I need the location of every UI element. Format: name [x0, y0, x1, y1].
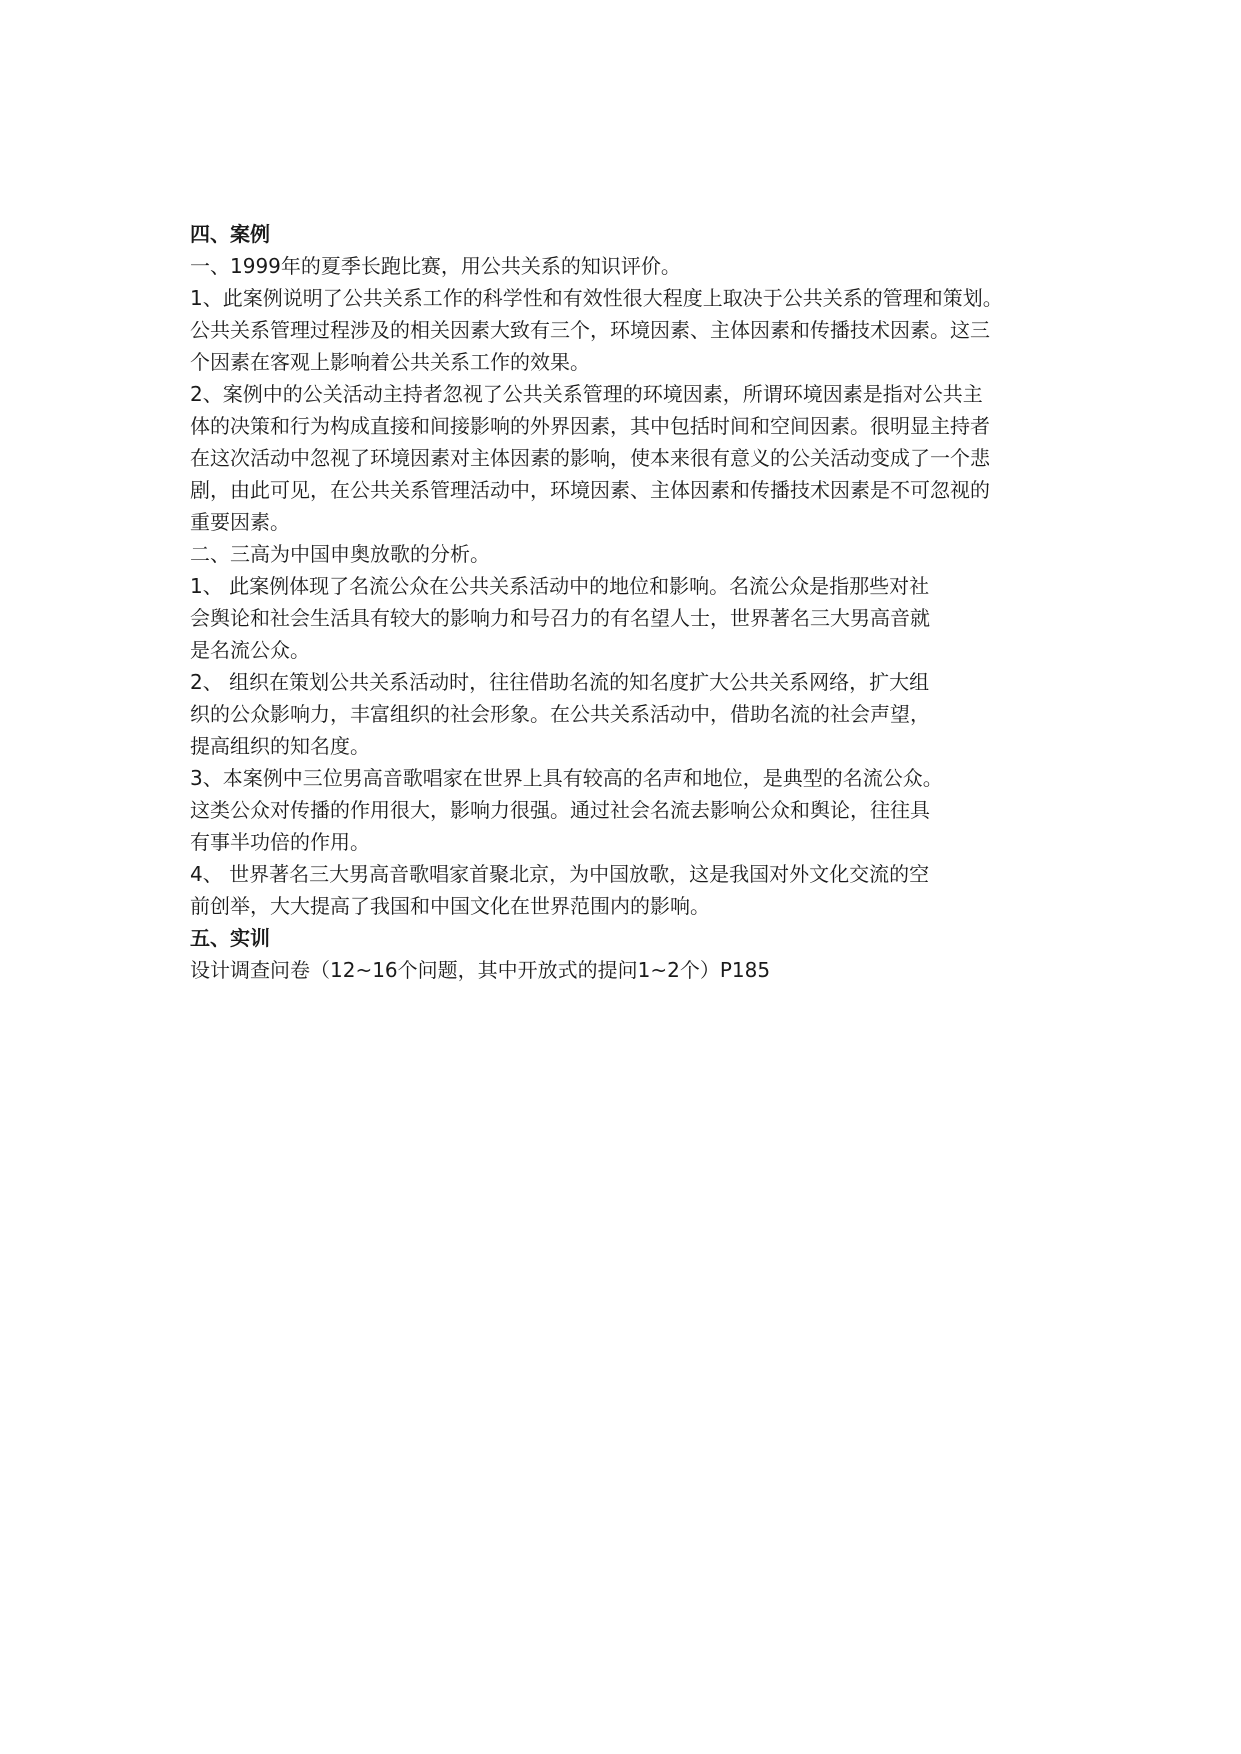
text-line: 2、案例中的公关活动主持者忽视了公共关系管理的环境因素，所谓环境因素是指对公共主 [190, 382, 983, 406]
text-line: 织的公众影响力，丰富组织的社会形象。在公共关系活动中，借助名流的社会声望， [190, 702, 930, 726]
document-page [190, 218, 1050, 986]
case-two-paragraph-1 [190, 570, 1050, 666]
text-line: 这类公众对传播的作用很大，影响力很强。通过社会名流去影响公众和舆论，往往具 [190, 798, 930, 822]
text-line: 剧，由此可见，在公共关系管理活动中，环境因素、主体因素和传播技术因素是不可忽视的 [190, 478, 990, 502]
section-five-text: 设计调查问卷（12~16个问题，其中开放式的提问1~2个）P185 [190, 958, 771, 982]
case-two-paragraph-3 [190, 762, 1050, 858]
case-one-paragraph-2 [190, 378, 1050, 538]
text-line: 3、本案例中三位男高音歌唱家在世界上具有较高的名声和地位，是典型的名流公众。 [190, 766, 943, 790]
text-line: 个因素在客观上影响着公共关系工作的效果。 [190, 350, 590, 374]
case-two-title: 二、三高为中国申奥放歌的分析。 [190, 542, 490, 566]
text-line: 在这次活动中忽视了环境因素对主体因素的影响，使本来很有意义的公关活动变成了一个悲 [190, 446, 990, 470]
case-two-paragraph-2 [190, 666, 1050, 762]
text-line: 是名流公众。 [190, 638, 310, 662]
text-line: 提高组织的知名度。 [190, 734, 370, 758]
text-line: 会舆论和社会生活具有较大的影响力和号召力的有名望人士，世界著名三大男高音就 [190, 606, 930, 630]
text-line: 体的决策和行为构成直接和间接影响的外界因素，其中包括时间和空间因素。很明显主持者 [190, 414, 990, 438]
section-five-title: 五、实训 [190, 926, 270, 950]
case-two-paragraph-4 [190, 858, 1050, 922]
case-one-title: 一、1999年的夏季长跑比赛，用公共关系的知识评价。 [190, 254, 681, 278]
text-line: 重要因素。 [190, 510, 290, 534]
text-line: 有事半功倍的作用。 [190, 830, 370, 854]
text-line: 前创举，大大提高了我国和中国文化在世界范围内的影响。 [190, 894, 710, 918]
text-line: 2、 组织在策划公共关系活动时，往往借助名流的知名度扩大公共关系网络，扩大组 [190, 670, 930, 694]
case-one-paragraph-1 [190, 282, 1050, 378]
text-line: 4、 世界著名三大男高音歌唱家首聚北京，为中国放歌，这是我国对外文化交流的空 [190, 862, 930, 886]
text-line: 1、此案例说明了公共关系工作的科学性和有效性很大程度上取决于公共关系的管理和策划。 [190, 286, 1003, 310]
text-line: 1、 此案例体现了名流公众在公共关系活动中的地位和影响。名流公众是指那些对社 [190, 574, 930, 598]
text-line: 公共关系管理过程涉及的相关因素大致有三个，环境因素、主体因素和传播技术因素。这三 [190, 318, 990, 342]
section-four-title: 四、案例 [190, 222, 270, 246]
